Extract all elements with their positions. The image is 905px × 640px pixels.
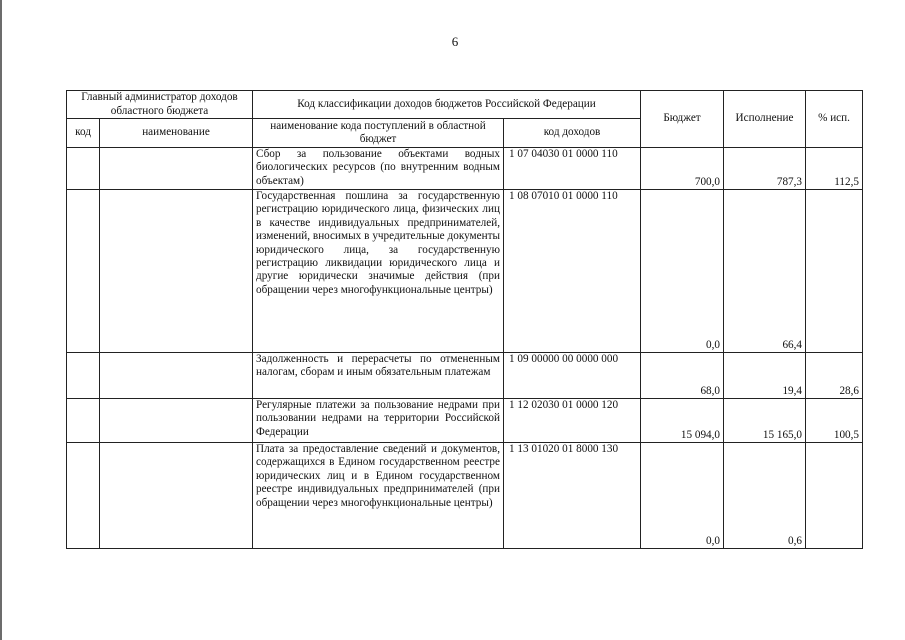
income-name-cell: Задолженность и перерасчеты по отмененным налогам, сборам и иным обязательным платежам (253, 353, 504, 399)
page-edge-line (0, 0, 2, 640)
header-execution: Исполнение (724, 91, 806, 148)
page-number: 6 (451, 34, 459, 49)
admin-code-cell (67, 148, 100, 190)
income-code-cell: 1 08 07010 01 0000 110 (504, 190, 641, 353)
percent-cell: 100,5 (806, 399, 863, 443)
revenue-table (66, 90, 863, 549)
income-name-cell: Государственная пошлина за государственную регистрацию юридического лица, физических лиц в качестве индивидуальных предпринимателей, изменений, вносимых в учредительные документы юридического лица, за государственную регистрацию ликвидации юридического лица и другие юридически значимые действия (при обращении через многофункциональные центры) (253, 190, 504, 353)
header-budget: Бюджет (641, 91, 724, 148)
admin-code-cell (67, 399, 100, 443)
execution-cell: 19,4 (724, 353, 806, 399)
header-admin-group: Главный администратор доходов областного бюджета (67, 91, 253, 119)
admin-name-cell (100, 148, 253, 190)
table-header (67, 91, 863, 148)
table-row (67, 399, 863, 443)
income-code-cell: 1 07 04030 01 0000 110 (504, 148, 641, 190)
table-row (67, 148, 863, 190)
header-classification-group: Код классификации доходов бюджетов Российской Федерации (253, 91, 641, 119)
income-name-cell: Сбор за пользование объектами водных биологических ресурсов (по внутренним водным объектам) (253, 148, 504, 190)
budget-cell: 0,0 (641, 190, 724, 353)
execution-cell: 66,4 (724, 190, 806, 353)
header-income-code: код доходов (504, 119, 641, 148)
budget-cell: 68,0 (641, 353, 724, 399)
header-admin-code: код (67, 119, 100, 148)
percent-cell (806, 443, 863, 549)
table-body (67, 148, 863, 549)
admin-code-cell (67, 190, 100, 353)
admin-code-cell (67, 353, 100, 399)
admin-name-cell (100, 443, 253, 549)
percent-cell (806, 190, 863, 353)
header-admin-name: наименование (100, 119, 253, 148)
income-name-cell: Плата за предоставление сведений и документов, содержащихся в Едином государственном реестре юридических лиц и в Едином государственном реестре индивидуальных предпринимателей (при обращении через многофункциональные центры) (253, 443, 504, 549)
admin-name-cell (100, 399, 253, 443)
table-row (67, 190, 863, 353)
budget-cell: 15 094,0 (641, 399, 724, 443)
percent-cell: 112,5 (806, 148, 863, 190)
table-row (67, 353, 863, 399)
execution-cell: 15 165,0 (724, 399, 806, 443)
execution-cell: 0,6 (724, 443, 806, 549)
admin-name-cell (100, 190, 253, 353)
execution-cell: 787,3 (724, 148, 806, 190)
income-name-cell: Регулярные платежи за пользование недрами при пользовании недрами на территории Российской Федерации (253, 399, 504, 443)
header-percent: % исп. (806, 91, 863, 148)
income-code-cell: 1 09 00000 00 0000 000 (504, 353, 641, 399)
income-code-cell: 1 12 02030 01 0000 120 (504, 399, 641, 443)
income-code-cell: 1 13 01020 01 8000 130 (504, 443, 641, 549)
admin-code-cell (67, 443, 100, 549)
percent-cell: 28,6 (806, 353, 863, 399)
header-income-code-name: наименование кода поступлений в областной бюджет (253, 119, 504, 148)
budget-cell: 0,0 (641, 443, 724, 549)
budget-cell: 700,0 (641, 148, 724, 190)
table-row (67, 443, 863, 549)
admin-name-cell (100, 353, 253, 399)
